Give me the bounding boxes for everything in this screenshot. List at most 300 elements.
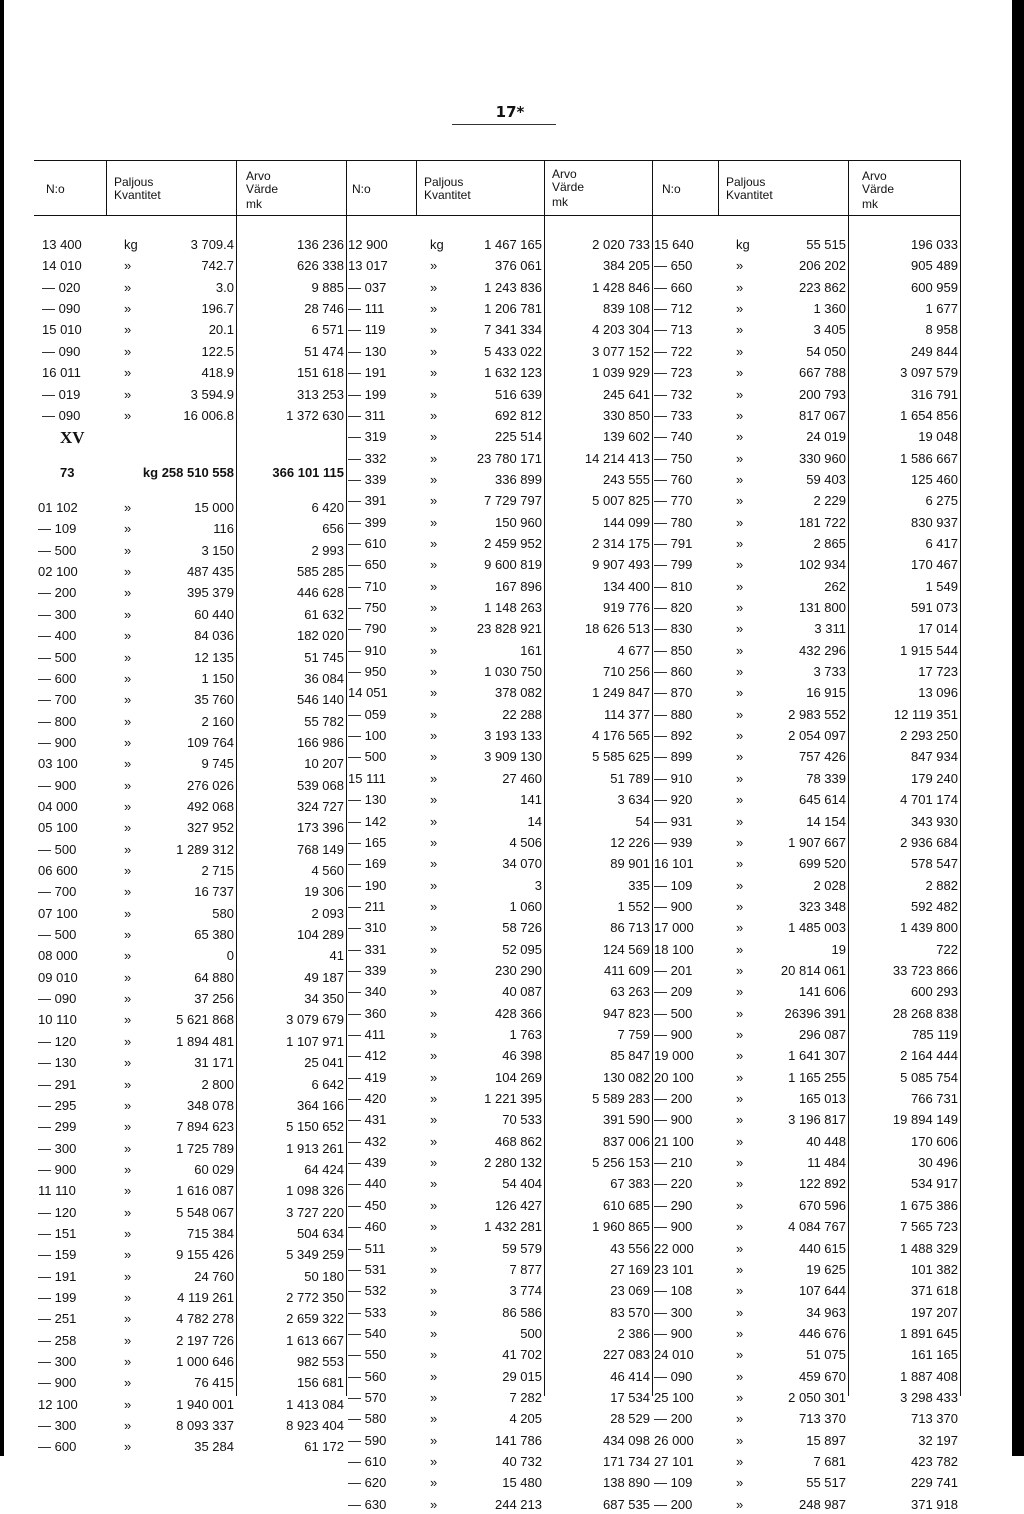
row-quantity: 70 533 [502, 1112, 542, 1128]
row-value: 592 482 [911, 898, 958, 914]
row-value: 1 654 856 [900, 407, 958, 423]
row-quantity: 1 907 667 [788, 834, 846, 850]
row-unit: » [430, 1496, 438, 1512]
row-number: — 700 [38, 692, 77, 708]
row-number: — 111 [348, 301, 385, 317]
row-value: 10 207 [304, 756, 344, 772]
divider-val-no-3 [652, 160, 653, 1396]
row-unit: » [124, 1097, 132, 1113]
row-unit: » [124, 1354, 132, 1369]
row-unit: » [124, 734, 132, 750]
row-value: 600 293 [911, 984, 958, 1000]
row-unit: » [430, 664, 438, 679]
row-quantity: 3.0 [215, 279, 234, 295]
row-quantity: 7 877 [509, 1261, 542, 1277]
row-quantity: 262 [824, 578, 846, 594]
row-unit: » [430, 1112, 438, 1128]
row-number: — 209 [654, 984, 693, 1000]
row-unit: » [430, 1325, 438, 1341]
header-val-2-line1: Arvo [552, 167, 577, 181]
row-value: 1 372 630 [286, 407, 344, 423]
row-quantity: 3 150 [201, 542, 234, 558]
row-number: 21 100 [654, 1133, 694, 1149]
row-value: 1 039 929 [592, 365, 650, 381]
row-quantity: 27 460 [502, 770, 542, 786]
row-unit: » [736, 1475, 744, 1491]
row-value: 19 306 [304, 884, 344, 900]
row-unit: » [736, 343, 744, 359]
row-unit: » [124, 322, 132, 338]
row-value: 3 077 152 [592, 343, 650, 359]
row-quantity: 141 [520, 792, 542, 808]
row-value: 1 586 667 [900, 450, 958, 466]
row-unit: » [124, 1290, 132, 1305]
row-value: 28 746 [304, 301, 344, 317]
row-quantity: 1 763 [509, 1027, 542, 1042]
row-quantity: 1 060 [509, 898, 542, 914]
row-quantity: 1 725 789 [176, 1140, 234, 1156]
row-quantity: 23 780 171 [476, 450, 542, 466]
row-value: 391 590 [603, 1112, 650, 1128]
row-unit: » [124, 905, 132, 921]
row-unit: » [124, 756, 132, 772]
row-number: — 200 [654, 1411, 693, 1427]
row-unit: » [124, 649, 132, 665]
row-number: — 791 [654, 535, 693, 551]
row-quantity: 1 360 [813, 301, 846, 317]
row-value: 86 713 [610, 920, 650, 936]
header-qty-2-line1: Paljous [424, 175, 464, 189]
row-number: 12 900 [348, 237, 388, 252]
row-quantity: 2 715 [201, 863, 234, 878]
row-value: 138 890 [603, 1475, 650, 1491]
row-number: — 600 [38, 1439, 77, 1455]
row-number: — 431 [348, 1112, 387, 1128]
row-value: 766 731 [911, 1091, 958, 1106]
row-number: — 340 [348, 984, 387, 1000]
row-quantity: 34 963 [806, 1304, 846, 1320]
row-unit: » [430, 450, 438, 466]
row-value: 101 382 [911, 1261, 958, 1277]
row-unit: » [736, 984, 744, 1000]
row-quantity: 5 433 022 [484, 343, 542, 359]
row-unit: » [430, 557, 438, 573]
row-number: — 300 [654, 1304, 693, 1320]
row-value: 722 [936, 941, 958, 957]
row-quantity: 428 366 [495, 1005, 542, 1021]
row-value: 49 187 [304, 969, 344, 985]
row-unit: » [430, 322, 438, 338]
row-value: 7 565 723 [900, 1219, 958, 1235]
row-number: — 059 [348, 706, 387, 722]
row-value: 1 960 865 [592, 1219, 650, 1235]
row-unit: » [430, 941, 438, 957]
row-value: 713 370 [911, 1411, 958, 1427]
row-unit: » [736, 279, 744, 295]
row-quantity: 122 892 [799, 1176, 846, 1192]
row-value: 134 400 [603, 578, 650, 594]
row-value: 5 085 754 [900, 1069, 958, 1085]
row-unit: » [430, 1197, 438, 1213]
row-number: — 300 [38, 1354, 77, 1369]
row-number: 15 111 [348, 770, 386, 786]
row-value: 171 734 [603, 1454, 650, 1469]
row-number: 17 000 [654, 920, 694, 936]
row-value: 5 007 825 [592, 493, 650, 509]
row-quantity: 165 013 [799, 1091, 846, 1106]
row-quantity: 276 026 [187, 777, 234, 793]
row-unit: » [736, 685, 744, 701]
row-unit: » [736, 1005, 744, 1021]
row-number: — 650 [654, 258, 693, 274]
row-value: 8 958 [925, 322, 958, 338]
row-unit: » [736, 898, 744, 914]
row-value: 919 776 [603, 600, 650, 615]
row-value: 51 789 [610, 770, 650, 786]
row-value: 249 844 [911, 343, 958, 359]
row-quantity: 713 370 [799, 1411, 846, 1427]
row-number: — 732 [654, 386, 693, 402]
row-number: — 339 [348, 962, 387, 978]
row-unit: » [430, 749, 438, 765]
row-unit: » [124, 500, 132, 515]
row-quantity: 516 639 [495, 386, 542, 402]
row-unit: » [430, 706, 438, 722]
row-quantity: 15 480 [502, 1475, 542, 1491]
row-value: 546 140 [297, 692, 344, 708]
row-number: — 790 [348, 621, 387, 637]
row-number: — 019 [42, 386, 81, 402]
divider-val-no-2 [346, 160, 347, 1396]
row-quantity: 58 726 [502, 920, 542, 936]
header-val-2-line3: mk [552, 195, 568, 209]
row-value: 197 207 [911, 1304, 958, 1320]
row-number: 15 640 [654, 237, 694, 252]
row-unit: » [430, 856, 438, 872]
row-quantity: 244 213 [495, 1496, 542, 1512]
row-quantity: 12 135 [194, 649, 234, 665]
row-number: — 090 [42, 343, 81, 359]
row-quantity: 378 082 [495, 685, 542, 701]
row-value: 182 020 [297, 628, 344, 644]
row-unit: » [124, 564, 132, 579]
row-value: 785 119 [911, 1027, 958, 1042]
row-unit: » [124, 1418, 132, 1434]
row-unit: » [736, 1155, 744, 1171]
row-unit: » [124, 542, 132, 558]
row-unit: » [736, 386, 744, 402]
row-value: 2 772 350 [286, 1290, 344, 1305]
scan-edge-right [1012, 0, 1024, 1456]
row-unit: » [736, 1283, 744, 1299]
row-value: 161 165 [911, 1347, 958, 1363]
row-quantity: 1 485 003 [788, 920, 846, 936]
row-unit: » [430, 1304, 438, 1320]
row-quantity: 7 341 334 [484, 322, 542, 338]
row-quantity: 16 737 [194, 884, 234, 900]
row-quantity: 1 289 312 [176, 841, 234, 857]
row-number: — 820 [654, 600, 693, 615]
row-value: 156 681 [297, 1375, 344, 1391]
row-value: 4 560 [311, 863, 344, 878]
row-value: 83 570 [610, 1304, 650, 1320]
row-number: — 332 [348, 450, 387, 466]
row-value: 578 547 [911, 856, 958, 872]
row-value: 41 [329, 948, 344, 964]
row-unit: » [430, 429, 438, 445]
row-quantity: 432 296 [799, 642, 846, 658]
row-unit: » [736, 365, 744, 381]
row-quantity: 35 760 [194, 692, 234, 708]
row-unit: » [124, 1140, 132, 1156]
row-unit: » [430, 1432, 438, 1448]
row-quantity: 645 614 [799, 792, 846, 808]
row-value: 6 571 [311, 322, 344, 338]
row-unit: » [736, 1368, 744, 1384]
row-number: — 460 [348, 1219, 387, 1235]
row-quantity: 3 709.4 [190, 237, 234, 252]
row-quantity: 2 280 132 [484, 1155, 542, 1171]
row-number: — 420 [348, 1091, 387, 1106]
row-unit: » [124, 670, 132, 686]
row-number: 26 000 [654, 1432, 694, 1448]
table-top-rule [34, 160, 960, 161]
row-unit: kg [124, 237, 138, 252]
row-number: — 900 [654, 1325, 693, 1341]
row-quantity: 5 621 868 [176, 1012, 234, 1028]
row-value: 626 338 [297, 258, 344, 274]
row-unit: » [430, 898, 438, 914]
row-number: — 199 [348, 386, 387, 402]
row-quantity: 102 934 [799, 557, 846, 573]
row-value: 28 268 838 [892, 1005, 958, 1021]
row-value: 63 263 [610, 984, 650, 1000]
row-value: 229 741 [911, 1475, 958, 1491]
row-number: — 550 [348, 1347, 387, 1363]
row-number: — 300 [38, 606, 77, 622]
row-number: — 610 [348, 1454, 387, 1469]
row-unit: » [430, 1091, 438, 1106]
row-number: — 899 [654, 749, 693, 765]
row-quantity: 323 348 [799, 898, 846, 914]
row-number: — 411 [348, 1027, 386, 1042]
row-quantity: 3 733 [813, 664, 846, 679]
row-unit: » [736, 1432, 744, 1448]
row-value: 7 759 [617, 1027, 650, 1042]
row-quantity: 1 000 646 [176, 1354, 234, 1369]
row-unit: » [124, 386, 132, 402]
row-number: — 090 [42, 301, 81, 317]
row-unit: kg [736, 237, 750, 252]
row-value: 1 891 645 [900, 1325, 958, 1341]
header-no-3: N:o [662, 182, 681, 196]
row-number: 14 010 [42, 258, 82, 274]
row-value: 17 723 [918, 664, 958, 679]
row-quantity: 84 036 [194, 628, 234, 644]
row-unit: » [124, 1268, 132, 1284]
row-unit: » [430, 920, 438, 936]
row-number: — 109 [38, 521, 77, 537]
row-unit: » [430, 535, 438, 551]
row-quantity: 395 379 [187, 585, 234, 601]
row-value: 9 907 493 [592, 557, 650, 573]
row-value: 371 618 [911, 1283, 958, 1299]
section-qty: kg 258 510 558 [142, 465, 234, 480]
row-value: 1 249 847 [592, 685, 650, 701]
row-number: — 920 [654, 792, 693, 808]
row-unit: » [430, 1261, 438, 1277]
row-value: 61 172 [304, 1439, 344, 1455]
row-number: 12 100 [38, 1396, 78, 1412]
row-unit: » [124, 365, 132, 381]
row-number: 05 100 [38, 820, 78, 836]
row-number: — 500 [38, 841, 77, 857]
row-number: — 531 [348, 1261, 387, 1277]
row-unit: » [430, 1133, 438, 1149]
row-quantity: 59 403 [806, 471, 846, 487]
row-number: — 440 [348, 1176, 387, 1192]
row-unit: » [736, 813, 744, 829]
row-quantity: 3 405 [813, 322, 846, 338]
row-quantity: 2 197 726 [176, 1332, 234, 1348]
row-unit: » [736, 1240, 744, 1256]
row-quantity: 2 459 952 [484, 535, 542, 551]
row-value: 6 420 [311, 500, 344, 515]
row-unit: » [736, 962, 744, 978]
row-value: 2 164 444 [900, 1048, 958, 1064]
row-quantity: 29 015 [502, 1368, 542, 1384]
row-unit: » [124, 927, 132, 942]
row-quantity: 23 828 921 [476, 621, 542, 637]
row-quantity: 692 812 [495, 407, 542, 423]
row-quantity: 1 148 263 [484, 600, 542, 615]
row-value: 125 460 [911, 471, 958, 487]
row-unit: » [124, 1332, 132, 1348]
row-quantity: 4 205 [509, 1411, 542, 1427]
row-number: — 630 [348, 1496, 387, 1512]
row-number: — 900 [654, 898, 693, 914]
row-quantity: 54 404 [502, 1176, 542, 1192]
divider-qty-val-3 [848, 160, 849, 1396]
row-quantity: 3 909 130 [484, 749, 542, 765]
row-number: — 291 [38, 1076, 77, 1092]
row-number: — 740 [654, 429, 693, 445]
row-quantity: 327 952 [187, 820, 234, 836]
row-unit: » [430, 471, 438, 487]
row-value: 371 918 [911, 1496, 958, 1512]
row-number: — 090 [654, 1368, 693, 1384]
row-quantity: 196.7 [201, 301, 234, 317]
row-value: 534 917 [911, 1176, 958, 1192]
row-quantity: 248 987 [799, 1496, 846, 1512]
row-unit: » [430, 343, 438, 359]
row-unit: » [430, 407, 438, 423]
row-quantity: 65 380 [194, 927, 234, 942]
row-value: 12 226 [610, 834, 650, 850]
row-quantity: 161 [520, 642, 542, 658]
row-number: — 109 [654, 877, 693, 893]
row-number: — 900 [654, 1219, 693, 1235]
row-value: 144 099 [603, 514, 650, 530]
row-unit: » [430, 1454, 438, 1469]
row-unit: » [124, 521, 132, 537]
row-unit: » [430, 493, 438, 509]
row-value: 9 885 [311, 279, 344, 295]
row-number: 03 100 [38, 756, 78, 772]
row-number: — 331 [348, 941, 387, 957]
row-value: 2 314 175 [592, 535, 650, 551]
row-quantity: 446 676 [799, 1325, 846, 1341]
row-number: 09 010 [38, 969, 78, 985]
row-value: 18 626 513 [584, 621, 650, 637]
row-number: — 810 [654, 578, 693, 594]
table-right-border [960, 160, 961, 1396]
row-number: — 310 [348, 920, 387, 936]
row-number: — 159 [38, 1247, 77, 1263]
row-value: 6 417 [925, 535, 958, 551]
row-unit: » [124, 1119, 132, 1135]
row-number: — 119 [348, 322, 386, 338]
row-unit: » [736, 877, 744, 893]
row-quantity: 14 154 [806, 813, 846, 829]
row-number: — 900 [654, 1112, 693, 1128]
row-quantity: 492 068 [187, 798, 234, 814]
row-number: 06 600 [38, 863, 78, 878]
section-label: XV [60, 428, 85, 447]
row-quantity: 3 196 817 [788, 1112, 846, 1128]
row-unit: » [430, 642, 438, 658]
row-unit: » [124, 692, 132, 708]
row-number: — 733 [654, 407, 693, 423]
row-unit: » [124, 407, 132, 423]
row-value: 1 913 261 [286, 1140, 344, 1156]
row-value: 837 006 [603, 1133, 650, 1149]
row-unit: » [124, 258, 132, 274]
row-number: — 120 [38, 1204, 77, 1220]
row-value: 3 298 433 [900, 1389, 958, 1405]
row-quantity: 2 054 097 [788, 728, 846, 743]
row-quantity: 46 398 [502, 1048, 542, 1064]
row-value: 85 847 [610, 1048, 650, 1064]
row-unit: » [430, 1240, 438, 1256]
row-unit: » [736, 621, 744, 637]
row-value: 1 107 971 [286, 1033, 344, 1049]
row-number: — 191 [38, 1268, 77, 1284]
row-unit: » [430, 1176, 438, 1192]
row-number: — 500 [654, 1005, 693, 1021]
row-quantity: 2 983 552 [788, 706, 846, 722]
row-number: — 511 [348, 1240, 386, 1256]
row-number: — 020 [42, 279, 81, 295]
row-value: 51 745 [304, 649, 344, 665]
row-unit: » [430, 386, 438, 402]
row-number: 14 051 [348, 685, 388, 701]
row-quantity: 122.5 [201, 343, 234, 359]
row-quantity: 1 632 123 [484, 365, 542, 381]
row-value: 124 569 [603, 941, 650, 957]
row-unit: » [430, 1027, 438, 1042]
row-number: — 201 [654, 962, 693, 978]
row-number: 08 000 [38, 948, 78, 964]
row-value: 5 256 153 [592, 1155, 650, 1171]
row-value: 585 285 [297, 564, 344, 579]
row-quantity: 8 093 337 [176, 1418, 234, 1434]
row-value: 2 020 733 [592, 237, 650, 252]
row-quantity: 60 440 [194, 606, 234, 622]
row-value: 1 613 667 [286, 1332, 344, 1348]
row-quantity: 223 862 [799, 279, 846, 295]
row-number: — 900 [38, 1161, 77, 1177]
